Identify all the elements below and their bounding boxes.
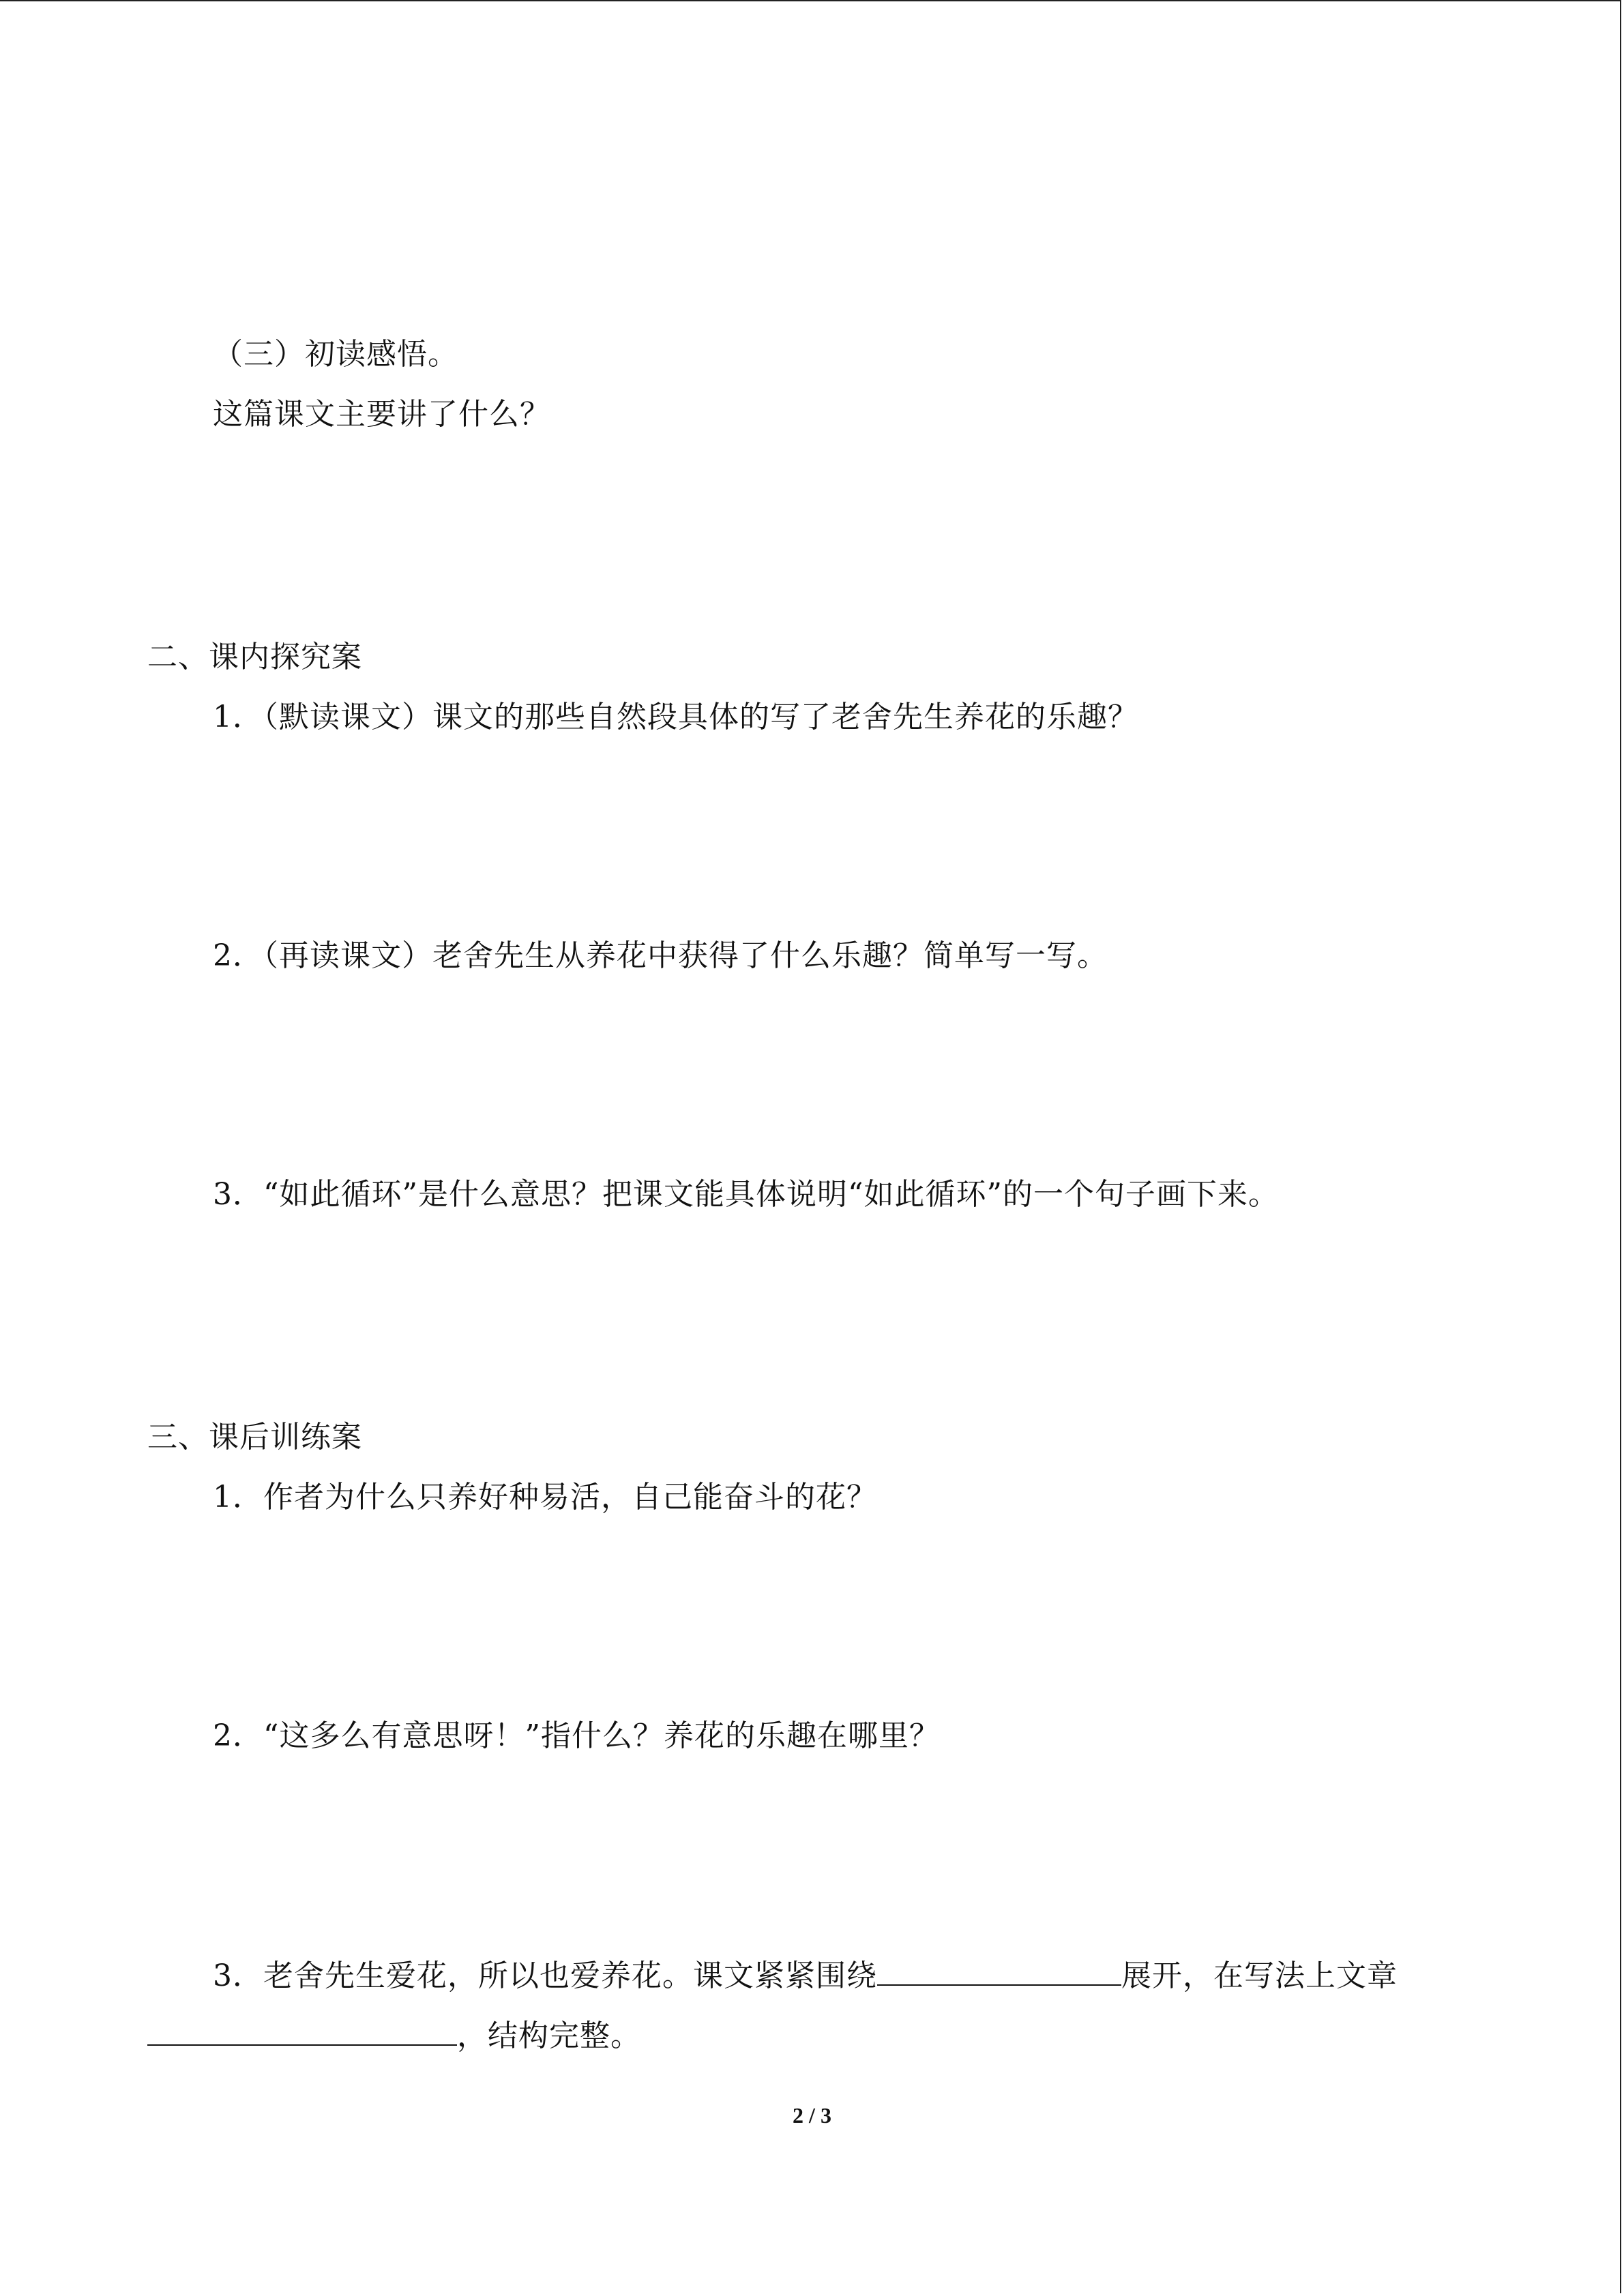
page-number: 2 / 3 bbox=[793, 2103, 831, 2128]
question-kenei-2: 2．（再读课文）老舍先生从养花中获得了什么乐趣？简单写一写。 bbox=[213, 938, 1108, 973]
question-kenei-3: 3．“如此循环”是什么意思？把课文能具体说明“如此循环”的一个句子画下来。 bbox=[213, 1177, 1279, 1212]
section-heading-kenei: 二、课内探究案 bbox=[147, 640, 362, 674]
question-kehou-3-text-b: 展开，在写法上文章 bbox=[1121, 1958, 1398, 1993]
question-kenei-1: 1．（默读课文）课文的那些自然段具体的写了老舍先生养花的乐趣？ bbox=[213, 700, 1138, 734]
question-kehou-3-line2 bbox=[147, 2014, 641, 2057]
question-kehou-1: 1．作者为什么只养好种易活，自己能奋斗的花？ bbox=[213, 1480, 877, 1515]
question-kehou-3-text-a: 3．老舍先生爱花，所以也爱养花。课文紧紧围绕 bbox=[213, 1958, 877, 1993]
question-kehou-2: 2．“这多么有意思呀！”指什么？养花的乐趣在哪里？ bbox=[213, 1718, 940, 1753]
fill-in-blank-2[interactable] bbox=[147, 2014, 457, 2046]
question-main-content: 这篇课文主要讲了什么？ bbox=[213, 397, 550, 432]
question-kehou-3-text-c: ，结构完整。 bbox=[457, 2018, 641, 2053]
section-heading-kehou: 三、课后训练案 bbox=[147, 1420, 362, 1455]
section-heading-chudu: （三）初读感悟。 bbox=[213, 337, 458, 372]
fill-in-blank-1[interactable] bbox=[877, 1954, 1121, 1986]
question-kehou-3-line1 bbox=[213, 1954, 1398, 1997]
